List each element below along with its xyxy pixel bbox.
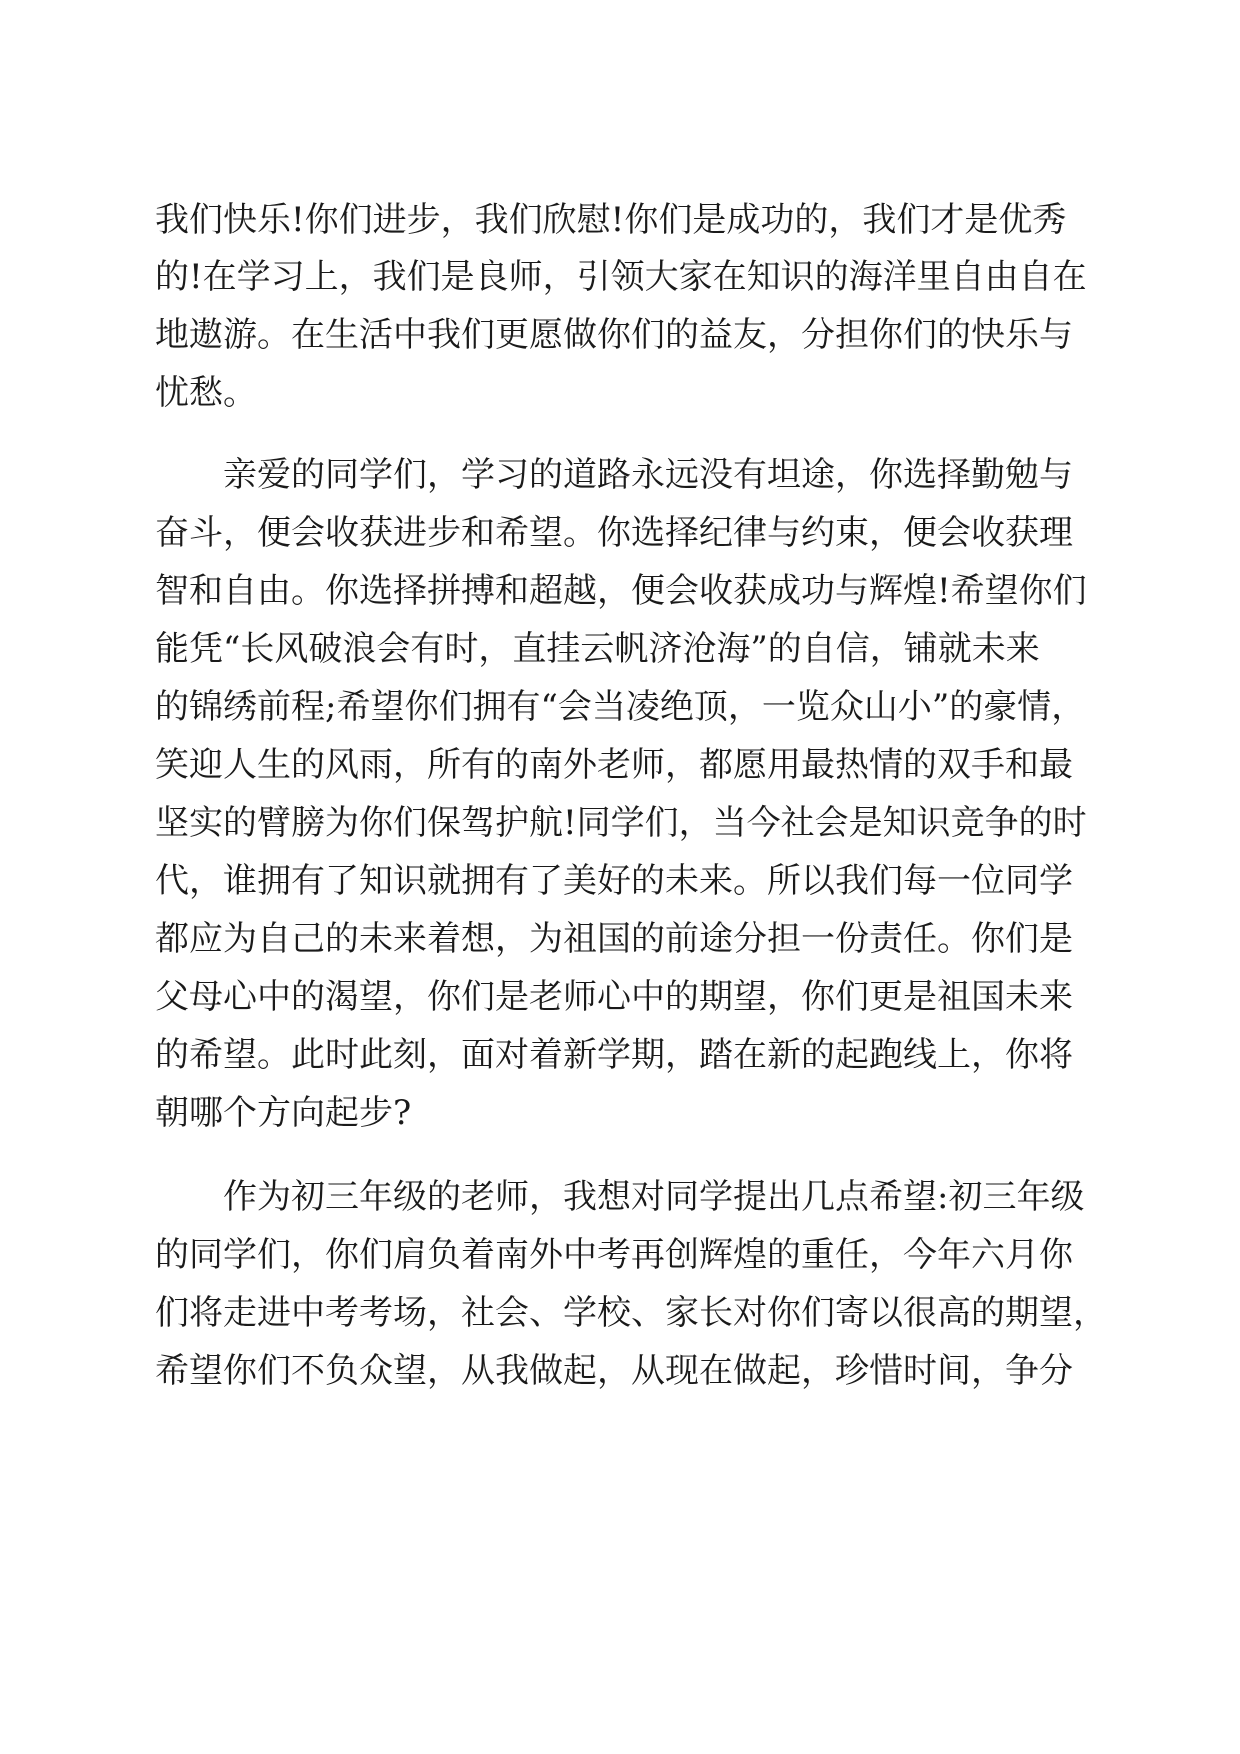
text-line: 父母心中的渴望，你们是老师心中的期望，你们更是祖国未来 [155, 977, 1073, 1017]
text-line: 的锦绣前程;希望你们拥有“会当凌绝顶，一览众山小”的豪情， [155, 687, 1086, 727]
text-line: 智和自由。你选择拼搏和超越，便会收获成功与辉煌!希望你们 [155, 571, 1087, 611]
text-line: 的希望。此时此刻，面对着新学期，踏在新的起跑线上，你将 [155, 1035, 1073, 1075]
text-line: 们将走进中考考场，社会、学校、家长对你们寄以很高的期望， [155, 1293, 1107, 1333]
text-line: 笑迎人生的风雨，所有的南外老师，都愿用最热情的双手和最 [155, 745, 1073, 785]
text-line: 朝哪个方向起步? [155, 1093, 412, 1133]
text-line: 都应为自己的未来着想，为祖国的前途分担一份责任。你们是 [155, 919, 1073, 959]
text-line: 的同学们，你们肩负着南外中考再创辉煌的重任，今年六月你 [155, 1235, 1073, 1275]
text-line-indented: 亲爱的同学们，学习的道路永远没有坦途，你选择勤勉与 [223, 455, 1073, 495]
text-line: 代，谁拥有了知识就拥有了美好的未来。所以我们每一位同学 [155, 861, 1073, 901]
text-line: 能凭“长风破浪会有时，直挂云帆济沧海”的自信，铺就未来 [155, 629, 1040, 669]
text-line: 坚实的臂膀为你们保驾护航!同学们，当今社会是知识竞争的时 [155, 803, 1087, 843]
text-line: 我们快乐!你们进步，我们欣慰!你们是成功的，我们才是优秀 [155, 200, 1067, 240]
text-line: 奋斗，便会收获进步和希望。你选择纪律与约束，便会收获理 [155, 513, 1073, 553]
text-line: 忧愁。 [155, 373, 257, 413]
text-line-indented: 作为初三年级的老师，我想对同学提出几点希望:初三年级 [223, 1177, 1085, 1217]
text-line: 希望你们不负众望，从我做起，从现在做起，珍惜时间，争分 [155, 1351, 1073, 1391]
text-line: 的!在学习上，我们是良师，引领大家在知识的海洋里自由自在 [155, 257, 1087, 297]
text-line: 地遨游。在生活中我们更愿做你们的益友，分担你们的快乐与 [155, 315, 1073, 355]
